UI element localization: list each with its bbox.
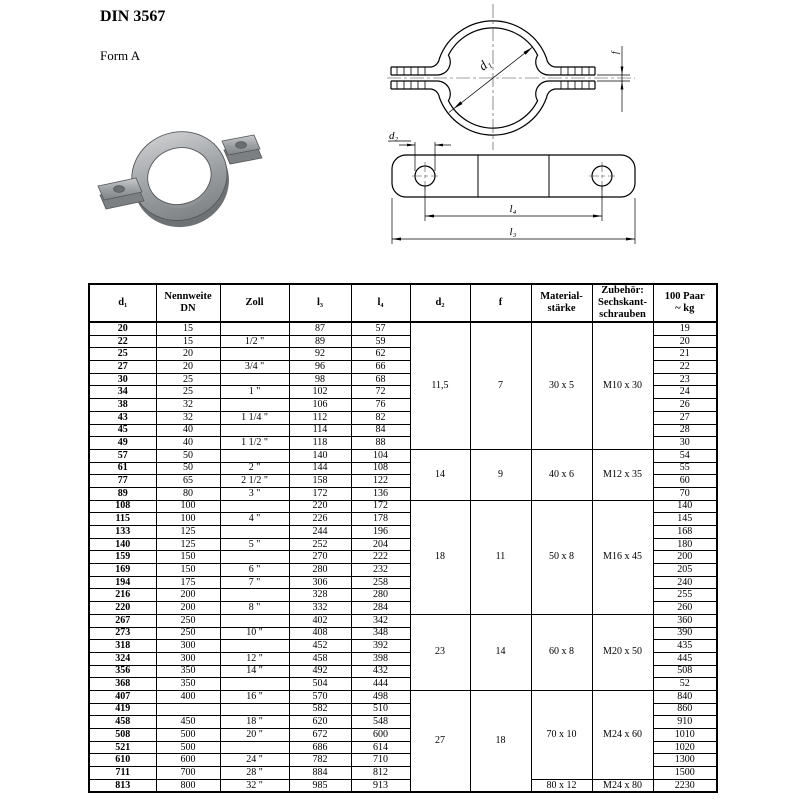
bolt-hole <box>236 142 247 149</box>
f-dimension <box>597 46 630 112</box>
cell-dn: 700 <box>156 767 220 780</box>
cell-zoll: 1 1/2 " <box>220 437 289 450</box>
cell-l4: 913 <box>351 779 410 792</box>
cell-d1: 34 <box>89 386 156 399</box>
cell-kg: 19 <box>653 322 717 335</box>
cell-zoll <box>220 678 289 691</box>
cell-dn: 80 <box>156 487 220 500</box>
cell-zoll: 16 " <box>220 690 289 703</box>
cell-l4: 444 <box>351 678 410 691</box>
cell-kg: 60 <box>653 475 717 488</box>
table-row <box>89 614 717 627</box>
cell-l4: 57 <box>351 322 410 335</box>
form-type-label: Form A <box>100 48 141 63</box>
cell-l3: 114 <box>289 424 351 437</box>
cell-l4: 548 <box>351 716 410 729</box>
cell-d1: 22 <box>89 335 156 348</box>
cell-schrauben: M24 x 60 <box>592 690 653 779</box>
cell-zoll: 20 " <box>220 729 289 742</box>
cell-d1: 49 <box>89 437 156 450</box>
cell-material: 50 x 8 <box>531 500 592 614</box>
cell-zoll: 3 " <box>220 487 289 500</box>
cell-dn: 65 <box>156 475 220 488</box>
cell-zoll <box>220 348 289 361</box>
cell-l3: 112 <box>289 411 351 424</box>
cell-d1: 115 <box>89 513 156 526</box>
cell-d2: 23 <box>410 614 470 690</box>
cell-l4: 108 <box>351 462 410 475</box>
cell-zoll: 3/4 " <box>220 361 289 374</box>
cell-dn: 25 <box>156 373 220 386</box>
cell-kg: 1010 <box>653 729 717 742</box>
cell-dn: 200 <box>156 589 220 602</box>
cell-l3: 332 <box>289 602 351 615</box>
cell-l4: 178 <box>351 513 410 526</box>
cell-l4: 122 <box>351 475 410 488</box>
cell-zoll: 5 " <box>220 538 289 551</box>
cell-kg: 435 <box>653 640 717 653</box>
cell-d1: 108 <box>89 500 156 513</box>
cell-d1: 368 <box>89 678 156 691</box>
cell-zoll: 2 1/2 " <box>220 475 289 488</box>
cell-d1: 508 <box>89 729 156 742</box>
cell-l3: 492 <box>289 665 351 678</box>
cell-l3: 582 <box>289 703 351 716</box>
cell-d1: 89 <box>89 487 156 500</box>
front-flange-tab <box>98 178 144 209</box>
cell-dn: 125 <box>156 538 220 551</box>
cell-zoll: 1 1/4 " <box>220 411 289 424</box>
cell-dn: 20 <box>156 348 220 361</box>
cell-kg: 70 <box>653 487 717 500</box>
cell-material: 60 x 8 <box>531 614 592 690</box>
pipe-clamp-photo <box>88 126 272 232</box>
cell-d1: 45 <box>89 424 156 437</box>
column-header: l₃ <box>289 284 351 322</box>
cell-d1: 318 <box>89 640 156 653</box>
cell-l3: 252 <box>289 538 351 551</box>
cell-dn: 400 <box>156 690 220 703</box>
cell-dn: 250 <box>156 627 220 640</box>
cell-kg: 24 <box>653 386 717 399</box>
cell-l4: 84 <box>351 424 410 437</box>
cell-d1: 57 <box>89 449 156 462</box>
cell-d1: 25 <box>89 348 156 361</box>
cell-l4: 196 <box>351 526 410 539</box>
cell-zoll <box>220 399 289 412</box>
cell-l3: 884 <box>289 767 351 780</box>
cell-d1: 38 <box>89 399 156 412</box>
cell-dn: 15 <box>156 322 220 335</box>
cell-zoll: 2 " <box>220 462 289 475</box>
cell-d1: 194 <box>89 576 156 589</box>
cell-kg: 54 <box>653 449 717 462</box>
cell-schrauben: M24 x 80 <box>592 779 653 792</box>
cell-dn: 500 <box>156 741 220 754</box>
cell-d1: 133 <box>89 526 156 539</box>
cell-l3: 158 <box>289 475 351 488</box>
cell-zoll: 10 " <box>220 627 289 640</box>
cell-zoll: 12 " <box>220 652 289 665</box>
spec-table <box>88 283 718 793</box>
cell-kg: 28 <box>653 424 717 437</box>
cell-kg: 840 <box>653 690 717 703</box>
table-row <box>89 690 717 703</box>
cell-kg: 26 <box>653 399 717 412</box>
cell-l3: 226 <box>289 513 351 526</box>
cell-dn: 200 <box>156 602 220 615</box>
cell-zoll: 7 " <box>220 576 289 589</box>
table-row <box>89 322 717 335</box>
cell-schrauben: M10 x 30 <box>592 322 653 449</box>
cell-zoll: 14 " <box>220 665 289 678</box>
cell-d1: 419 <box>89 703 156 716</box>
cell-dn: 600 <box>156 754 220 767</box>
cell-l3: 96 <box>289 361 351 374</box>
cell-zoll <box>220 551 289 564</box>
cell-kg: 52 <box>653 678 717 691</box>
cell-d1: 267 <box>89 614 156 627</box>
cell-kg: 140 <box>653 500 717 513</box>
cell-l3: 686 <box>289 741 351 754</box>
cell-dn: 300 <box>156 652 220 665</box>
cell-l4: 204 <box>351 538 410 551</box>
cell-dn: 20 <box>156 361 220 374</box>
cell-dn: 32 <box>156 399 220 412</box>
cell-dn: 250 <box>156 614 220 627</box>
cell-d1: 30 <box>89 373 156 386</box>
cell-dn: 50 <box>156 462 220 475</box>
cell-l3: 782 <box>289 754 351 767</box>
cell-l4: 222 <box>351 551 410 564</box>
cell-dn: 450 <box>156 716 220 729</box>
cell-d1: 813 <box>89 779 156 792</box>
cell-zoll: 8 " <box>220 602 289 615</box>
cell-kg: 508 <box>653 665 717 678</box>
cell-d2: 18 <box>410 500 470 614</box>
cell-d1: 20 <box>89 322 156 335</box>
cell-kg: 180 <box>653 538 717 551</box>
cell-kg: 23 <box>653 373 717 386</box>
cell-kg: 168 <box>653 526 717 539</box>
cell-kg: 27 <box>653 411 717 424</box>
centerlines <box>387 4 635 150</box>
cell-f: 18 <box>470 690 531 792</box>
cell-d1: 169 <box>89 564 156 577</box>
cell-l4: 342 <box>351 614 410 627</box>
cell-l3: 570 <box>289 690 351 703</box>
cell-dn: 350 <box>156 665 220 678</box>
cell-l4: 280 <box>351 589 410 602</box>
cell-zoll <box>220 449 289 462</box>
cell-kg: 1300 <box>653 754 717 767</box>
spec-table-header-row <box>89 284 717 322</box>
cell-d1: 140 <box>89 538 156 551</box>
cell-f: 11 <box>470 500 531 614</box>
cell-dn: 32 <box>156 411 220 424</box>
cell-kg: 205 <box>653 564 717 577</box>
cell-d1: 711 <box>89 767 156 780</box>
cell-zoll: 1 " <box>220 386 289 399</box>
cell-schrauben: M12 x 35 <box>592 449 653 500</box>
cell-dn: 800 <box>156 779 220 792</box>
rear-flange-tab <box>222 135 262 164</box>
cell-d1: 356 <box>89 665 156 678</box>
cell-material: 40 x 6 <box>531 449 592 500</box>
cell-dn: 15 <box>156 335 220 348</box>
l3-dimension-label: l₃ <box>509 226 517 238</box>
cell-d1: 77 <box>89 475 156 488</box>
cell-kg: 1500 <box>653 767 717 780</box>
cell-l4: 88 <box>351 437 410 450</box>
cell-l3: 87 <box>289 322 351 335</box>
d1-dimension <box>449 47 533 112</box>
cell-zoll: 4 " <box>220 513 289 526</box>
cell-kg: 200 <box>653 551 717 564</box>
cell-zoll <box>220 373 289 386</box>
cell-l4: 72 <box>351 386 410 399</box>
cell-zoll <box>220 640 289 653</box>
cell-kg: 21 <box>653 348 717 361</box>
cell-zoll <box>220 741 289 754</box>
cell-l3: 280 <box>289 564 351 577</box>
cell-dn: 40 <box>156 424 220 437</box>
cell-l4: 812 <box>351 767 410 780</box>
l4-dimension-label: l₄ <box>509 203 517 215</box>
cell-l3: 172 <box>289 487 351 500</box>
cell-d2: 14 <box>410 449 470 500</box>
cell-d1: 220 <box>89 602 156 615</box>
table-row <box>89 779 717 792</box>
cell-zoll <box>220 589 289 602</box>
cell-dn: 150 <box>156 551 220 564</box>
cell-dn: 150 <box>156 564 220 577</box>
cell-schrauben: M16 x 45 <box>592 500 653 614</box>
spec-table-body <box>89 322 717 792</box>
column-header: Zoll <box>220 284 289 322</box>
cell-l3: 672 <box>289 729 351 742</box>
cell-kg: 445 <box>653 652 717 665</box>
cell-l3: 102 <box>289 386 351 399</box>
cell-d1: 273 <box>89 627 156 640</box>
cell-zoll: 6 " <box>220 564 289 577</box>
cell-zoll <box>220 500 289 513</box>
cell-zoll: 18 " <box>220 716 289 729</box>
page-title: DIN 3567 <box>100 8 166 25</box>
cell-dn: 100 <box>156 513 220 526</box>
cell-f: 9 <box>470 449 531 500</box>
cell-zoll <box>220 614 289 627</box>
column-header: l₄ <box>351 284 410 322</box>
cell-l4: 136 <box>351 487 410 500</box>
cell-zoll <box>220 703 289 716</box>
cell-kg: 910 <box>653 716 717 729</box>
cell-kg: 22 <box>653 361 717 374</box>
cell-zoll <box>220 322 289 335</box>
cell-d1: 458 <box>89 716 156 729</box>
cell-l3: 92 <box>289 348 351 361</box>
cell-l3: 144 <box>289 462 351 475</box>
cell-l4: 710 <box>351 754 410 767</box>
cell-kg: 240 <box>653 576 717 589</box>
cell-l3: 458 <box>289 652 351 665</box>
cell-l3: 270 <box>289 551 351 564</box>
cell-l4: 62 <box>351 348 410 361</box>
cell-zoll: 32 " <box>220 779 289 792</box>
cell-l3: 985 <box>289 779 351 792</box>
column-header: 100 Paar ~ kg <box>653 284 717 322</box>
cell-l3: 306 <box>289 576 351 589</box>
column-header: Material- stärke <box>531 284 592 322</box>
cell-d1: 159 <box>89 551 156 564</box>
cell-l3: 244 <box>289 526 351 539</box>
column-header: Nennweite DN <box>156 284 220 322</box>
cell-dn: 25 <box>156 386 220 399</box>
cell-l4: 600 <box>351 729 410 742</box>
cell-material: 30 x 5 <box>531 322 592 449</box>
table-row <box>89 500 717 513</box>
cell-kg: 55 <box>653 462 717 475</box>
cell-l4: 398 <box>351 652 410 665</box>
cell-dn: 100 <box>156 500 220 513</box>
cell-f: 7 <box>470 322 531 449</box>
cell-f: 14 <box>470 614 531 690</box>
cell-l4: 76 <box>351 399 410 412</box>
technical-drawing <box>385 0 647 250</box>
hole-centerlines <box>412 162 615 190</box>
cell-kg: 145 <box>653 513 717 526</box>
cell-l4: 614 <box>351 741 410 754</box>
cell-l3: 98 <box>289 373 351 386</box>
cell-d1: 610 <box>89 754 156 767</box>
cell-dn: 500 <box>156 729 220 742</box>
cell-zoll: 28 " <box>220 767 289 780</box>
cell-l3: 140 <box>289 449 351 462</box>
d2-dimension <box>388 130 451 171</box>
cell-l3: 328 <box>289 589 351 602</box>
cell-d1: 61 <box>89 462 156 475</box>
cell-kg: 2230 <box>653 779 717 792</box>
bolt-hole <box>114 186 125 193</box>
cell-kg: 860 <box>653 703 717 716</box>
cell-l4: 172 <box>351 500 410 513</box>
cell-material: 80 x 12 <box>531 779 592 792</box>
cell-dn: 50 <box>156 449 220 462</box>
cell-kg: 20 <box>653 335 717 348</box>
cell-l3: 106 <box>289 399 351 412</box>
cell-d2: 27 <box>410 690 470 792</box>
cell-l4: 284 <box>351 602 410 615</box>
cell-l3: 408 <box>289 627 351 640</box>
cell-dn: 125 <box>156 526 220 539</box>
cell-kg: 360 <box>653 614 717 627</box>
cell-l4: 432 <box>351 665 410 678</box>
column-header: f <box>470 284 531 322</box>
cell-dn: 300 <box>156 640 220 653</box>
cell-l3: 220 <box>289 500 351 513</box>
cell-l4: 392 <box>351 640 410 653</box>
cell-d1: 407 <box>89 690 156 703</box>
l4-dimension <box>425 186 602 221</box>
cell-zoll: 24 " <box>220 754 289 767</box>
cell-schrauben: M20 x 50 <box>592 614 653 690</box>
cell-d1: 324 <box>89 652 156 665</box>
cell-kg: 390 <box>653 627 717 640</box>
cell-d2: 11,5 <box>410 322 470 449</box>
cell-l4: 66 <box>351 361 410 374</box>
column-header: d₂ <box>410 284 470 322</box>
cell-kg: 260 <box>653 602 717 615</box>
cell-dn: 350 <box>156 678 220 691</box>
cell-d1: 216 <box>89 589 156 602</box>
cell-l3: 402 <box>289 614 351 627</box>
cell-l4: 82 <box>351 411 410 424</box>
cell-l4: 59 <box>351 335 410 348</box>
cell-d1: 521 <box>89 741 156 754</box>
column-header: Zubehör: Sechskant- schrauben <box>592 284 653 322</box>
cell-l3: 504 <box>289 678 351 691</box>
cell-l3: 89 <box>289 335 351 348</box>
cell-l4: 232 <box>351 564 410 577</box>
cell-zoll <box>220 424 289 437</box>
cell-dn: 175 <box>156 576 220 589</box>
cell-zoll <box>220 526 289 539</box>
cell-l3: 620 <box>289 716 351 729</box>
cell-l4: 104 <box>351 449 410 462</box>
cell-kg: 30 <box>653 437 717 450</box>
cell-dn: 40 <box>156 437 220 450</box>
cell-d1: 27 <box>89 361 156 374</box>
cell-kg: 255 <box>653 589 717 602</box>
cell-l4: 68 <box>351 373 410 386</box>
f-dimension-label: f <box>610 51 620 54</box>
cell-l4: 258 <box>351 576 410 589</box>
cell-material: 70 x 10 <box>531 690 592 779</box>
cell-l4: 348 <box>351 627 410 640</box>
cell-kg: 1020 <box>653 741 717 754</box>
cell-zoll: 1/2 " <box>220 335 289 348</box>
d2-dimension-label: d₂ <box>389 130 399 142</box>
d1-dimension-label: d₁ <box>475 54 494 74</box>
column-header: d₁ <box>89 284 156 322</box>
cell-l4: 510 <box>351 703 410 716</box>
cell-d1: 43 <box>89 411 156 424</box>
cell-dn <box>156 703 220 716</box>
cell-l3: 118 <box>289 437 351 450</box>
cell-l4: 498 <box>351 690 410 703</box>
table-row <box>89 449 717 462</box>
cell-l3: 452 <box>289 640 351 653</box>
